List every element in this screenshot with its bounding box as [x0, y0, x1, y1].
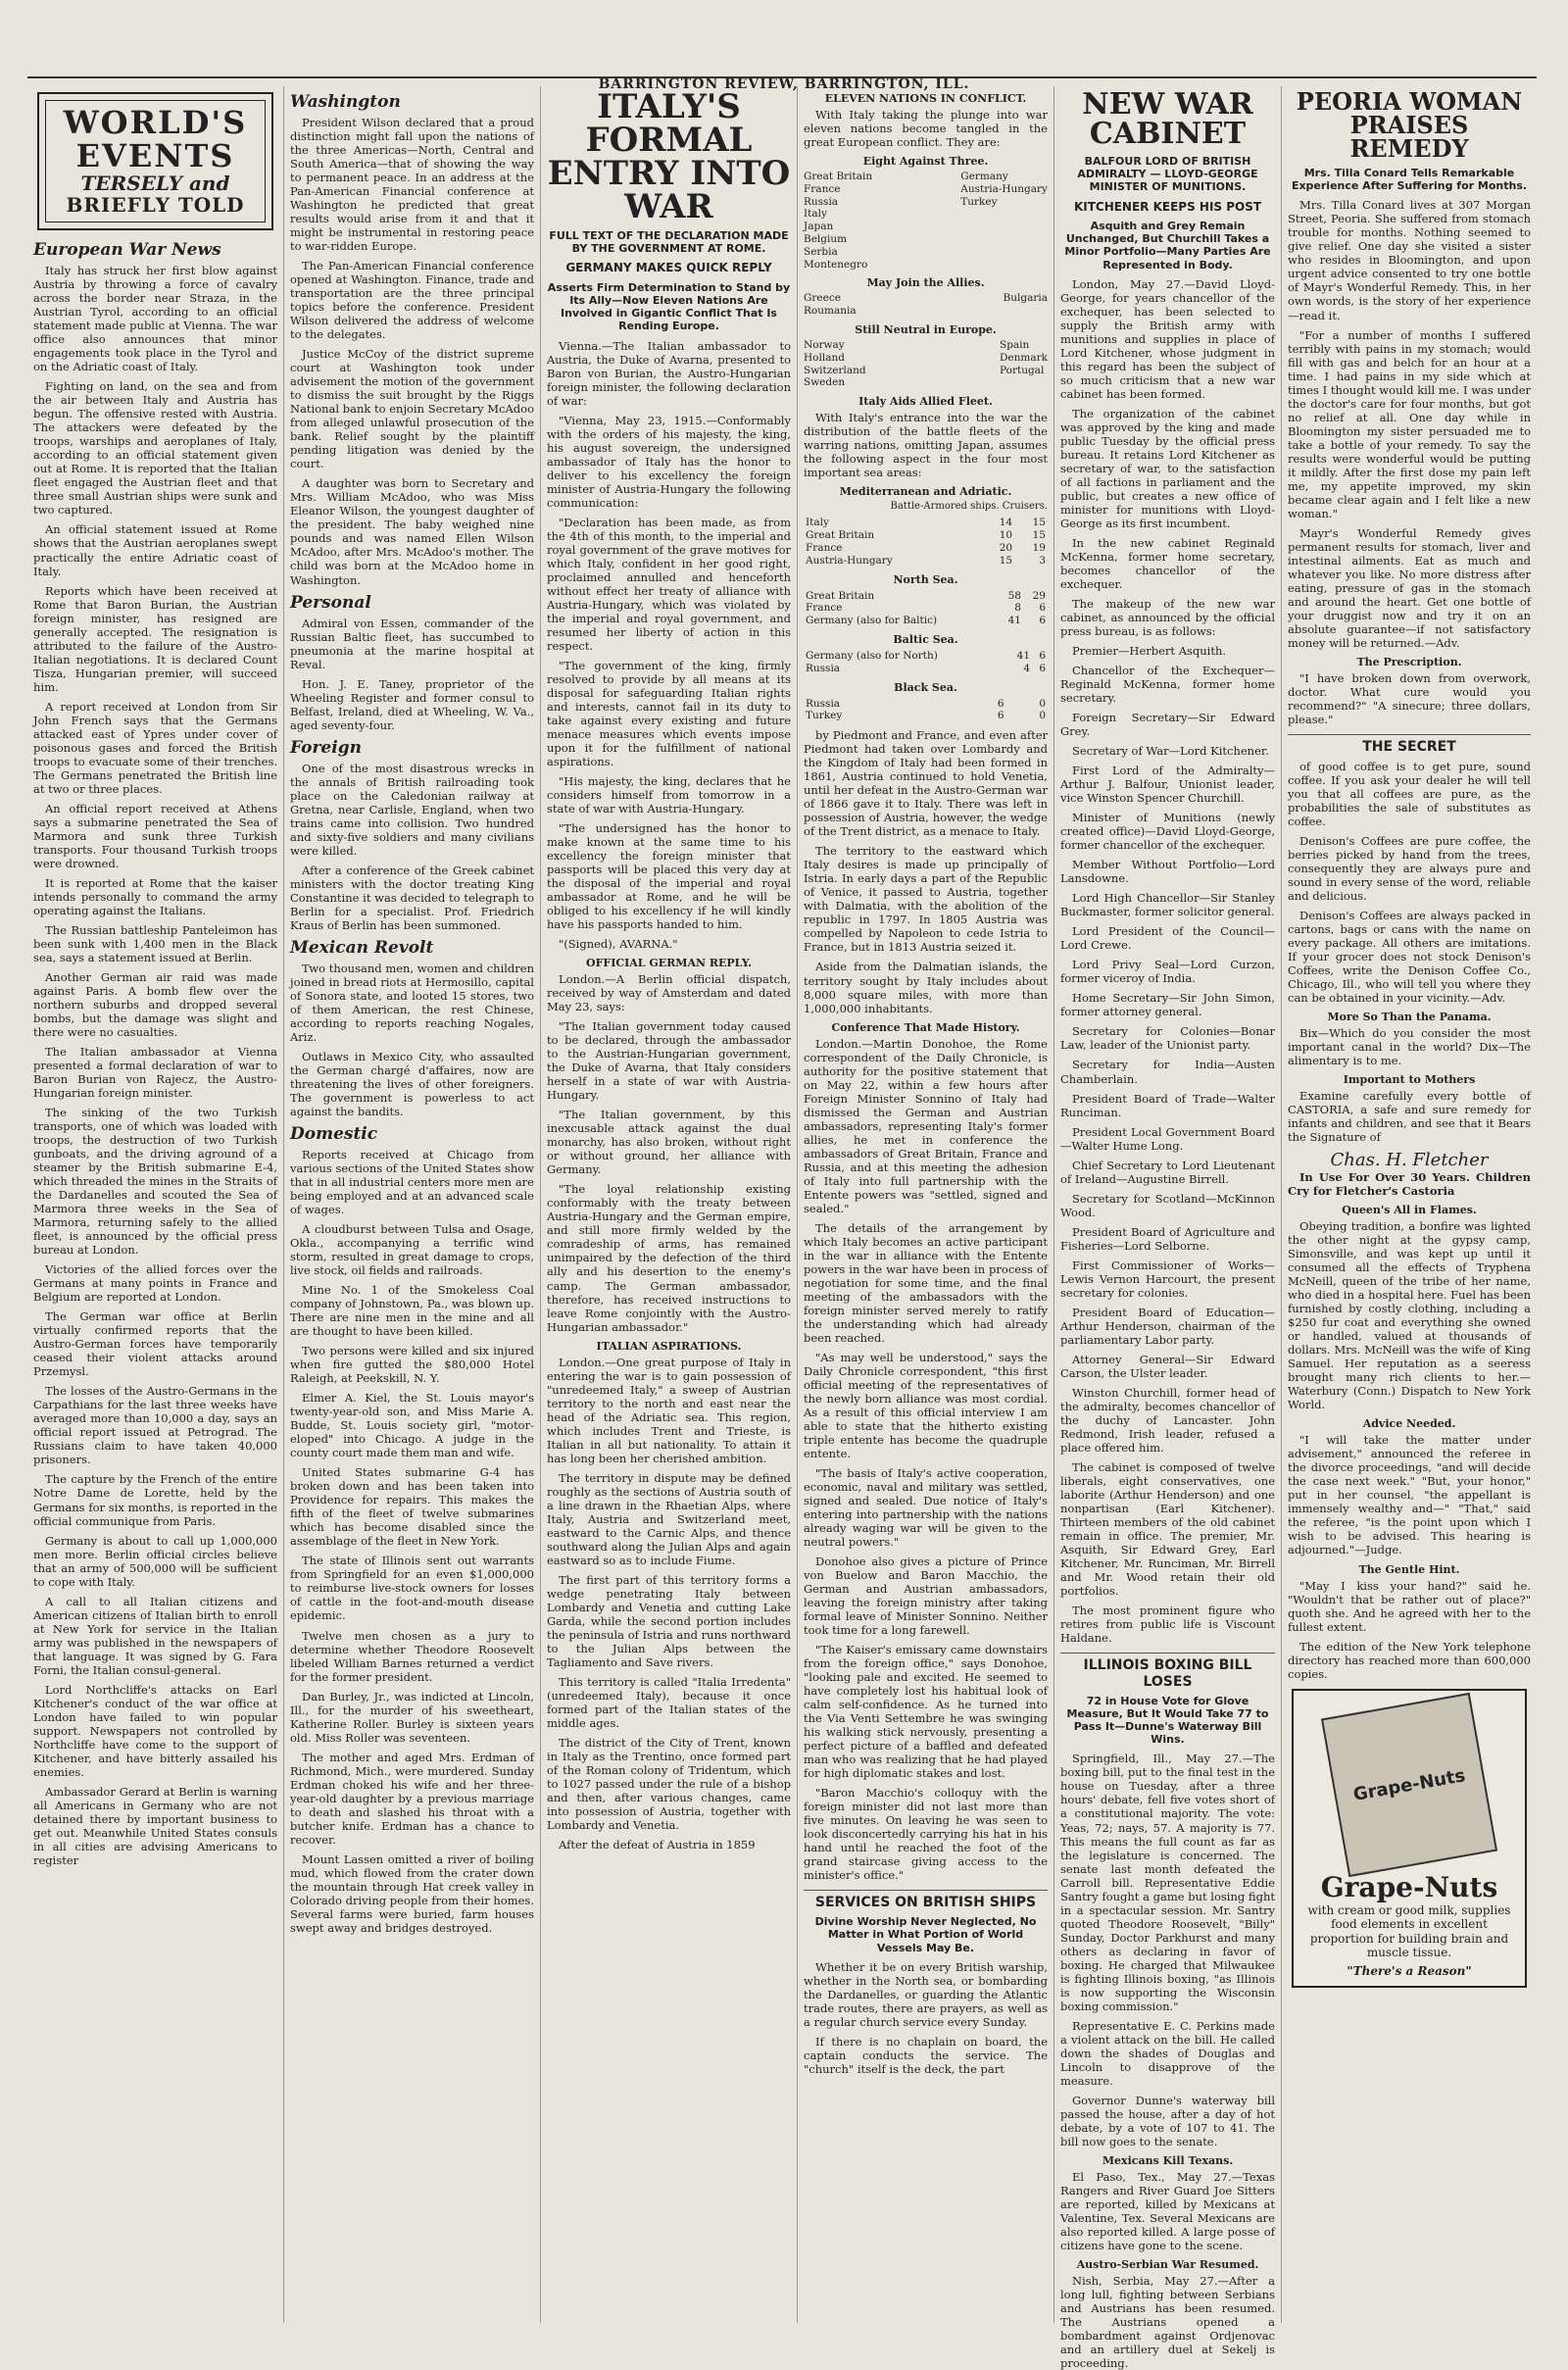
article-paragraph: Two persons were killed and six injured when fire gutted the $80,000 Hotel Raleigh, at Peekskill, N. Y. — [290, 1344, 534, 1386]
article-paragraph: Chancellor of the Exchequer—Reginald McKenna, former home secretary. — [1060, 664, 1275, 706]
central-powers-list — [960, 171, 1048, 271]
nation-name: Russia — [804, 195, 839, 208]
article-paragraph: Home Secretary—Sir John Simon, former attorney general. — [1060, 991, 1275, 1019]
article-paragraph: Dan Burley, Jr., was indicted at Lincoln, Ill., for the murder of his sweetheart, Katherine Roller. Burley is sixteen years old. Miss Roller was seventeen. — [290, 1689, 534, 1745]
article-paragraph: Secretary for India—Austen Chamberlain. — [1060, 1058, 1275, 1086]
article-paragraph: Fighting on land, on the sea and from the air between Italy and Austria has begun. The offensive rested with Austria. The attackers were defeated by the troops, warships and aeroplanes of Italy, according to an official statement given out at Rome. It is reported that the Italian fleet engaged the Austrian fleet and that three small Austrian ships were sunk and two captured. — [33, 379, 277, 518]
deck-british-ships: Divine Worship Never Neglected, No Matter in What Portion of World Vessels May Be. — [814, 1915, 1037, 1954]
subhead-hint: The Gentle Hint. — [1358, 1562, 1460, 1576]
article-paragraph: An official report received at Athens says a submarine penetrated the Sea of Marmora and sunk three Turkish transports. Four thousand Turkish troops were drowned. — [33, 801, 277, 870]
article-paragraph: Lord President of the Council—Lord Crewe. — [1060, 924, 1275, 953]
table-row — [804, 615, 1048, 627]
article-paragraph: Outlaws in Mexico City, who assaulted the German chargé d'affaires, now are threatening the lives of other foreigners. The government is powerless to act against the bandits. — [290, 1049, 534, 1118]
article-paragraph: Vienna.—The Italian ambassador to Austria, the Duke of Avarna, presented to Baron von Burian, the Austro-Hungarian foreign minister, the following declaration of war: — [547, 338, 791, 408]
may-join-right — [1004, 292, 1048, 318]
british-ships-paras — [804, 1960, 1048, 2076]
article-paragraph: Justice McCoy of the district supreme court at Washington took under advisement the motion of the government to dismiss the suit brought by the Riggs National bank to enjoin Secretary McAdoo from alleged unlawful prosecution of the bank. Relief sought by the plaintiff pending litigation was denied by the court. — [290, 347, 534, 471]
article-paragraph: Member Without Portfolio—Lord Lansdowne. — [1060, 858, 1275, 886]
article-paragraph: Representative E. C. Perkins made a violent attack on the bill. He called down the shades of Douglas and Lincoln to disapprove of the measure. — [1060, 2018, 1275, 2088]
nation-name: Sweden — [804, 376, 846, 389]
masthead — [0, 0, 1568, 92]
box-line-4: BRIEFLY TOLD — [66, 193, 245, 218]
table-row — [804, 529, 1048, 542]
table-row — [804, 590, 1048, 603]
hint-para: "May I kiss your hand?" said he. "Wouldn't that be rather out of place?" quoth she. And he agreed with her to the fullest extent. — [1288, 1578, 1531, 1634]
ad-body: with cream or good milk, supplies food elements in excellent proportion for building brain and muscle tissue. — [1307, 1902, 1511, 1960]
package-label: Grape-Nuts — [1351, 1764, 1467, 1804]
subhead-conference: Conference That Made History. — [831, 1020, 1020, 1034]
ship-count-cell: 15 — [1032, 529, 1046, 542]
article-paragraph: The details of the arrangement by which Italy becomes an active participant in the war in alliance with the Entente powers in the war have been in process of negotiation for some time, and the final meeting of the ambassadors with the foreign minister served merely to ratify the understanding which had already been reached. — [804, 1220, 1048, 1345]
article-paragraph: Mount Lassen omitted a river of boiling mud, which flowed from the crater down the mountain through Hat creek valley in Colorado driving people from their homes. Several farms were buried, farm houses swept away and bridges destroyed. — [290, 1852, 534, 1935]
ship-count-cell: 19 — [1032, 542, 1046, 555]
article-paragraph: Springfield, Ill., May 27.—The boxing bill, put to the final test in the house on Tuesday, after a three hours' debate, fell five votes short of a constitutional majority. The vote: Yeas, 72; nays, 57. A majority is 77. This means the full count as far as the legislature is concerned. The senate last month defeated the Carroll bill. Representative Eddie Santry fought a game but losing fight in a spectacular session. Mr. Santry quoted Theodore Roosevelt, "Billy" Sunday, Doctor Parkhurst and many others as declaring in favor of boxing. He charged that Milwaukee is fighting Illinois boxing, "as Illinois is now supporting the Wisconsin boxing commission." — [1060, 1752, 1275, 2013]
article-paragraph: Mayr's Wonderful Remedy gives permanent results for stomach, liver and intestinal ailments. Eat as much and whatever you like. No more distress after eating, pressure of gas in the stomach and around the heart. Get one bottle of your druggist now and try it on an absolute guarantee—if not satisfactory money will be returned.—Adv. — [1288, 525, 1531, 650]
nation-cell: Italy — [806, 517, 829, 529]
queen-para: Obeying tradition, a bonfire was lighted the other night at the gypsy camp, Simonsville, and was kept up until it consumed all the effects of Tryphena McNeill, queen of the tribe of her name, who died in a hospital here. Fuel has been furnished by costly clothing, including a $250 fur coat and everything she owned or handled, valued at thousands of dollars. Mrs. McNeill was the wife of King Samuel. Her reputation as a seeress brought many rich clients to her.—Waterbury (Conn.) Dispatch to New York World. — [1288, 1219, 1531, 1412]
neutral-left — [804, 339, 866, 389]
article-paragraph: The mother and aged Mrs. Erdman of Richmond, Mich., were murdered. Sunday Erdman choked his wife and her three-year-old daughter by a previous marriage to death and slashed his throat with a butcher knife. Erdman has a chance to recover. — [290, 1750, 534, 1847]
article-paragraph: "Vienna, May 23, 1915.—Conformably with the orders of his majesty, the king, his august sovereign, the undersigned ambassador of Italy has the honor to deliver to his excellency the foreign minister of Austria-Hungary the following communication: — [547, 413, 791, 510]
article-paragraph: Elmer A. Kiel, the St. Louis mayor's twenty-year-old son, and Miss Marie A. Budde, St. Louis society girl, "motor-eloped" into Chicago. A judge in the county court made them man and wife. — [290, 1391, 534, 1460]
article-paragraph: Premier—Herbert Asquith. — [1072, 644, 1227, 659]
ny-directory-para: The edition of the New York telephone directory has reached more than 600,000 copies. — [1288, 1639, 1531, 1681]
article-paragraph: "Declaration has been made, as from the 4th of this month, to the imperial and royal government of the grave motives for which Italy, confident in her good right, proclaimed annulled and henceforth without effect her treaty of alliance with Austria-Hungary, which was violated by the imperial and royal government, and resumed her liberty of action in this respect. — [547, 515, 791, 653]
sea-mediterranean: Mediterranean and Adriatic. — [839, 485, 1012, 499]
article-paragraph: President Board of Education—Arthur Henderson, chairman of the parliamentary Labor party. — [1060, 1305, 1275, 1347]
table-row — [804, 698, 1048, 711]
subhead-neutral: Still Neutral in Europe. — [855, 323, 997, 337]
article-paragraph: "The Kaiser's emissary came downstairs from the foreign office," says Donohoe, "looking pale and excited. He seemed to have completely lost his habitual look of calm self-confidence. As he turned into the Via Venti Settembre he was swinging his walking stick nervously, presenting a perfect picture of a baffled and defeated man who was realizing that he had played for high diplomatic stakes and lost. — [804, 1643, 1048, 1781]
deck-peoria: Mrs. Tilla Conard Tells Remarkable Experience After Suffering for Months. — [1291, 167, 1528, 193]
nation-name: Italy — [804, 208, 827, 221]
nation-cell: France — [806, 542, 843, 555]
subhead-eleven-nations: ELEVEN NATIONS IN CONFLICT. — [824, 92, 1027, 105]
article-paragraph: Admiral von Essen, commander of the Russian Baltic fleet, has succumbed to pneumonia at the marine hospital at Reval. — [290, 616, 534, 671]
article-paragraph: by Piedmont and France, and even after Piedmont had taken over Lombardy and the Kingdom of Italy had been formed in 1861, Austria continued to hold Venetia, until her defeat in the Austro-German war of 1866 gave it to Italy. There was left in possession of Austria, however, the wedge of the Trent district, as a menace to Italy. — [804, 728, 1048, 839]
column-2 — [284, 86, 541, 2323]
article-paragraph: First Commissioner of Works—Lewis Vernon Harcourt, the present secretary for colonies. — [1060, 1258, 1275, 1300]
nation-name: Serbia — [804, 245, 838, 258]
table-north-sea — [804, 590, 1048, 627]
article-paragraph: It is reported at Rome that the kaiser intends personally to command the army operating against the Italians. — [33, 875, 277, 917]
box-line-2: EVENTS — [75, 136, 235, 174]
ship-count-cell: 6 — [1039, 662, 1046, 674]
article-paragraph: President Board of Trade—Walter Runciman. — [1060, 1091, 1275, 1119]
article-paragraph: "The loyal relationship existing conformably with the treaty between Austria-Hungary and the German empire, and still more firmly welded by the comradeship of arms, has remained unimpaired by the defection of the third ally and his desertion to the enemy's camp. The German ambassador, therefore, has received instructions to leave Rome conjointly with the Austro-Hungarian ambassador." — [547, 1182, 791, 1334]
serbian-para: Nish, Serbia, May 27.—After a long lull, fighting between Serbians and Austrians has been resumed. The Austrians opened a bombardment against Ordjenovac and an artillery duel at Sekelj is proceeding. — [1060, 2273, 1275, 2370]
nation-name: Austria-Hungary — [960, 182, 1048, 195]
ship-count-cell: 29 — [1032, 589, 1046, 602]
nation-cell: Russia — [806, 662, 841, 674]
nations-list-war — [804, 171, 1048, 271]
deck-asquith: Asquith and Grey Remain Unchanged, But Churchill Takes a Minor Portfolio—Many Parties Are Represented in Body. — [1064, 219, 1271, 272]
ship-count-cell: 41 — [1016, 650, 1031, 663]
ship-count-cell: 41 — [1007, 615, 1021, 627]
article-paragraph: The cabinet is composed of twelve liberals, eight conservatives, one laborite (Arthur Henderson) and one nonpartisan (Earl Kitchener). Thirteen members of the old cabinet remain in office. The premier, Mr. Asquith, Sir Edward Grey, Earl Kitchener, Mr. Runciman, Mr. Birrell and Mr. Wood retain their old portfolios. — [1060, 1459, 1275, 1599]
foreign-paras — [290, 762, 534, 932]
table-row — [804, 542, 1048, 555]
grape-nuts-package-image — [1321, 1692, 1497, 1876]
nation-name: Japan — [804, 221, 834, 233]
article-paragraph: President Wilson declared that a proud distinction might fall upon the nations of the three Americas—North, Central and South America—that of showing the way to permanent peace. In an address at the Pan-American Financial conference at Washington he predicted that great results would arise from it and that it might be instrumental in restoring peace to war-ridden Europe. — [290, 116, 534, 254]
ship-count-cell: 3 — [1039, 554, 1046, 567]
section-washington: Washington — [290, 92, 401, 112]
article-paragraph: Aside from the Dalmatian islands, the territory sought by Italy includes about 8,000 square miles, with more than 1,000,000 inhabitants. — [804, 960, 1048, 1015]
nation-cell: Russia — [806, 697, 841, 710]
article-paragraph: An official statement issued at Rome shows that the Austrian aeroplanes swept practically the entire Adriatic coast of Italy. — [33, 522, 277, 578]
newspaper-page — [27, 76, 1537, 2370]
article-paragraph: Lord Privy Seal—Lord Curzon, former viceroy of India. — [1060, 958, 1275, 986]
column-3 — [541, 86, 798, 2323]
article-paragraph: Reports which have been received at Rome that Baron Burian, the Austrian foreign minister, has resigned are generally accepted. The resignation is attributed to the failure of the Austro-Italian negotiations. It is declared Count Tisza, Hungarian premier, will succeed him. — [33, 583, 277, 694]
article-paragraph: "The Italian government today caused to be declared, through the ambassador to the Austrian-Hungarian government, the Duke of Avarna, that Italy considers herself in a state of war with Austria-Hungary. — [547, 1019, 791, 1103]
column-5 — [1054, 86, 1282, 2370]
section-mexican-revolt: Mexican Revolt — [290, 937, 434, 958]
article-paragraph: Twelve men chosen as a jury to determine whether Theodore Roosevelt libeled William Barnes returned a verdict for the former president. — [290, 1628, 534, 1684]
article-paragraph: "Baron Macchio's colloquy with the foreign minister did not last more than five minutes. On leaving he was seen to look disconcertedly carrying his hat in his hand until he reached the foot of the grand staircase giving access to the minister's office." — [804, 1786, 1048, 1883]
nation-name: Belgium — [804, 233, 848, 246]
ship-count-cell: 6 — [1039, 615, 1046, 627]
article-paragraph: London, May 27.—David Lloyd-George, for years chancellor of the exchequer, has been selected to supply the British army with munitions and supplies in place of Lord Kitchener, whose judgment in this regard has been the subject of so much criticism that a new war cabinet has been formed. — [1060, 276, 1275, 401]
article-paragraph: Another German air raid was made against Paris. A bomb flew over the northern suburbs and dropped several bombs, but the damage was slight and there were no casualties. — [33, 969, 277, 1039]
ship-count-cell: 4 — [1023, 662, 1031, 674]
article-paragraph: A cloudburst between Tulsa and Osage, Okla., accompanying a terrific wind storm, resulted in great damage to crops, live stock, oil fields and railroads. — [290, 1222, 534, 1278]
article-paragraph: The district of the City of Trent, known in Italy as the Trentino, once formed part of the Roman colony of Tridentum, which to 1027 passed under the rule of a bishop and then, after various changes, came into possession of Austria, together with Lombardy and Venetia. — [547, 1735, 791, 1833]
subhead-panama: More So Than the Panama. — [1327, 1011, 1492, 1023]
article-paragraph: The capture by the French of the entire Notre Dame de Lorette, held by the Germans for six months, is reported in the official communique from Paris. — [33, 1472, 277, 1528]
nation-name: Great Britain — [804, 171, 873, 183]
boxing-paras — [1060, 1752, 1275, 2148]
ad-product-name: Grape-Nuts — [1320, 1870, 1498, 1903]
nation-name: Greece — [804, 292, 841, 305]
article-paragraph: The territory to the eastward which Italy desires is made up principally of Istria. In early days a part of the Republic of Venice, it passed to Austria, together with Dalmatia, with the abolition of the republic in 1797. In 1805 Austria was compelled by Napoleon to cede Istria to France, but in 1813 Austria seized it. — [804, 844, 1048, 955]
sea-baltic: Baltic Sea. — [893, 633, 958, 647]
ship-count-cell: 0 — [1039, 710, 1046, 722]
article-paragraph: After the defeat of Austria in 1859 — [559, 1838, 756, 1852]
article-paragraph: Secretary of War—Lord Kitchener. — [1072, 744, 1269, 759]
article-paragraph: Reports received at Chicago from various sections of the United States show that in all industrial centers more men are being employed and at an advanced scale of wages. — [290, 1148, 534, 1217]
column-6 — [1282, 86, 1537, 2323]
nation-cell: Great Britain — [806, 589, 875, 602]
worlds-events-box — [37, 92, 273, 230]
headline-war-cabinet: NEW WAR CABINET — [1082, 87, 1253, 151]
headline-peoria-woman: PEORIA WOMAN PRAISES REMEDY — [1296, 87, 1523, 163]
neutral-right — [1000, 339, 1048, 389]
subhead-german-reply: OFFICIAL GERMAN REPLY. — [586, 957, 752, 970]
article-paragraph: A daughter was born to Secretary and Mrs. William McAdoo, who was Miss Eleanor Wilson, the youngest daughter of the president. The baby weighed nine pounds and was named Ellen Wilson McAdoo, after Mrs. McAdoo's mother. The child was born at the McAdoo home in Washington. — [290, 476, 534, 587]
article-paragraph: President Board of Agriculture and Fisheries—Lord Selborne. — [1060, 1224, 1275, 1253]
secret-paras — [1288, 760, 1531, 1005]
box-line-3: TERSELY and — [80, 172, 230, 196]
article-paragraph: The losses of the Austro-Germans in the Carpathians for the last three weeks have averaged more than 10,000 a day, says an official report issued at Petrograd. The Russians claim to have taken 40,000 prisoners. — [33, 1384, 277, 1467]
declaration-paras — [547, 339, 791, 952]
article-paragraph: A report received at London from Sir John French says that the Germans attacked east of Ypres under cover of poisonous gases and forced the British troops to evacuate some of their trenches. The Germans penetrated the British line at two or three places. — [33, 699, 277, 796]
article-paragraph: President Local Government Board—Walter Hume Long. — [1060, 1124, 1275, 1153]
section-foreign: Foreign — [290, 737, 362, 758]
cabinet-paras — [1060, 277, 1275, 1645]
ship-count-cell: 14 — [999, 517, 1013, 529]
article-paragraph: "(Signed), AVARNA." — [559, 937, 678, 952]
article-paragraph: Winston Churchill, former head of the admiralty, becomes chancellor of the duchy of Lancaster. John Redmond, Irish leader, refused a place offered him. — [1060, 1385, 1275, 1455]
prescription-para: "I have broken down from overwork, doctor. What cure would you recommend?" "A sinecure; three dollars, please." — [1288, 670, 1531, 726]
panama-para: Bix—Which do you consider the most important canal in the world? Dix—The alimentary is to me. — [1288, 1026, 1531, 1068]
headline-the-secret: THE SECRET — [1288, 734, 1531, 756]
table-baltic — [804, 650, 1048, 675]
masthead-title: BARRINGTON REVIEW, BARRINGTON, ILL. — [598, 76, 970, 92]
subhead-may-join: May Join the Allies. — [866, 276, 985, 290]
personal-paras — [290, 617, 534, 732]
fletcher-signature: Chas. H. Fletcher — [1330, 1150, 1489, 1171]
nation-name: Denmark — [1000, 351, 1048, 364]
nation-cell: Germany (also for Baltic) — [806, 615, 938, 627]
ship-count-cell: 6 — [1039, 650, 1046, 663]
article-paragraph: Chief Secretary to Lord Lieutenant of Ireland—Augustine Birrell. — [1060, 1158, 1275, 1186]
nation-name: Holland — [804, 351, 845, 364]
nation-name: Germany — [960, 171, 1008, 183]
washington-paras — [290, 116, 534, 587]
mexicans-para: El Paso, Tex., May 27.—Texas Rangers and River Guard Joe Sitters are reported, killed by Mexicans at Valentine, Tex. Several Mexicans are also reported killed. A large posse of citizens have gone to the scene. — [1060, 2169, 1275, 2252]
article-paragraph: "As may well be understood," says the Daily Chronicle correspondent, "this first official meeting of the representatives of the newly born alliance was most cordial. As a result of this official interview I am able to state that the hitherto existing triple entente has become the quadruple entente. — [804, 1350, 1048, 1460]
section-personal: Personal — [290, 592, 371, 613]
article-paragraph: Denison's Coffees are always packed in cartons, bags or cans with the name on every package. All others are imitations. If your grocer does not stock Denison's Coffees, write the Denison Coffee Co., Chicago, Ill., who will tell you where they can be obtained in your vicinity.—Adv. — [1288, 908, 1531, 1005]
article-paragraph: In the new cabinet Reginald McKenna, former home secretary, becomes chancellor of the exchequer. — [1060, 535, 1275, 592]
european-war-paras — [33, 264, 277, 1867]
article-paragraph: The makeup of the new war cabinet, as announced by the official press bureau, is as follows: — [1060, 597, 1275, 639]
article-paragraph: The Pan-American Financial conference opened at Washington. Finance, trade and transportation are the three principal topics before the conference. President Wilson delivered the address of welcome to the delegates. — [290, 259, 534, 342]
grape-nuts-ad — [1292, 1689, 1527, 1989]
article-paragraph: The Russian battleship Panteleimon has been sunk with 1,400 men in the Black sea, says a statement issued at Berlin. — [33, 922, 277, 964]
subhead-prescription: The Prescription. — [1356, 655, 1462, 668]
subhead-italian-aspirations: ITALIAN ASPIRATIONS. — [596, 1339, 742, 1353]
nation-name: Switzerland — [804, 364, 866, 376]
article-paragraph: Governor Dunne's waterway bill passed the house, after a day of hot debate, by a vote of 107 to 41. The bill now goes to the senate. — [1060, 2093, 1275, 2148]
article-paragraph: "The government of the king, firmly resolved to provide by all means at its disposal for safeguarding Italian rights and interests, cannot fail in its duty to take against every existing and future menace measures which events impose upon it for the fulfillment of national aspirations. — [547, 658, 791, 768]
article-paragraph: Denison's Coffees are pure coffee, the berries picked by hand from the trees, consequently they are always pure and sound in every sense of the word, reliable and delicious. — [1288, 833, 1531, 903]
table-row — [804, 650, 1048, 663]
article-paragraph: Mrs. Tilla Conard lives at 307 Morgan Street, Peoria. She suffered from stomach trouble for months. Nothing seemed to give relief. One day she visited a sister who resides in Bloomington, and upon urgent advice consented to try one bottle of Mayr's Wonderful Remedy. This, in her own words, is the story of her experience —read it. — [1288, 198, 1531, 322]
article-paragraph: The German war office at Berlin virtually confirmed reports that the Austro-German forces have temporarily ceased their violent attacks around Przemysl. — [33, 1309, 277, 1379]
article-paragraph: Secretary for Colonies—Bonar Law, leader of the Unionist party. — [1060, 1024, 1275, 1053]
article-paragraph: Minister of Munitions (newly created office)—David Lloyd-George, former chancellor of the exchequer. — [1060, 811, 1275, 853]
nation-cell: Austria-Hungary — [806, 554, 893, 567]
article-paragraph: Mine No. 1 of the Smokeless Coal company of Johnstown, Pa., was blown up. There are nine men in the mine and all are thought to have been killed. — [290, 1283, 534, 1339]
nation-name: Portugal — [1000, 364, 1045, 376]
table-row — [804, 710, 1048, 722]
article-paragraph: Germany is about to call up 1,000,000 men more. Berlin official circles believe that an army of 500,000 will be sufficient to cope with Italy. — [33, 1533, 277, 1589]
article-paragraph: The sinking of the two Turkish transports, one of which was loaded with troops, the destruction of two Turkish gunboats, and the driving aground of a steamer by the British submarine E-4, which threaded the mines in the Straits of the Dardanelles and scouted the Sea of Marmora three weeks in the Sea of Marmora, returning safely to the allied fleet, is announced by the official press bureau at London. — [33, 1106, 277, 1258]
article-paragraph: London.—Martin Donohoe, the Rome correspondent of the Daily Chronicle, is authority for the positive statement that on May 22, within a few hours after Foreign Minister Sonnino of Italy had dismissed the German and Austrian ambassadors, representing Italy's former allies, he met in conference the ambassadors of Great Britain, France and Russia, and at this meeting the adhesion of Italy into full partnership with the Entente powers was "settled, signed and sealed." — [804, 1036, 1048, 1215]
article-paragraph: If there is no chaplain on board, the captain conducts the service. The "church" itself is the deck, the part — [804, 2034, 1048, 2076]
subhead-eight-three: Eight Against Three. — [862, 155, 989, 169]
ship-count-cell: 6 — [997, 710, 1004, 722]
table-black-sea — [804, 698, 1048, 723]
article-paragraph: "His majesty, the king, declares that he considers himself from tomorrow in a state of war with Austria-Hungary. — [547, 773, 791, 816]
subhead-allied-fleet: Italy Aids Allied Fleet. — [858, 395, 993, 409]
nation-name: Montenegro — [804, 258, 868, 271]
nation-name: France — [804, 182, 841, 195]
article-paragraph: "For a number of months I suffered terribly with pains in my stomach; would fill with gas and belch for an hour at a time. I had pains in my side which at times I thought would kill me. I was under the doctor's care for four months, but got no relief at all. One day while in Bloomington my sister persuaded me to take a bottle of your remedy. To say the results were wonderful would be putting it mildly. After the first dose my pain left me, my appetite improved, my skin became clear again and I felt like a new woman." — [1288, 327, 1531, 520]
table-row — [804, 663, 1048, 675]
article-paragraph: Foreign Secretary—Sir Edward Grey. — [1060, 711, 1275, 739]
deck-balfour: BALFOUR LORD OF BRITISH ADMIRALTY — LLOYD-GEORGE MINISTER OF MUNITIONS. — [1077, 155, 1258, 194]
article-paragraph: Two thousand men, women and children joined in bread riots at Hermosillo, capital of Sonora state, and looted 15 stores, two of them American, the rest Chinese, according to reports reaching Nogales, Ariz. — [290, 961, 534, 1044]
mothers-para-2: In Use For Over 30 Years. Children Cry for Fletcher's Castoria — [1288, 1170, 1531, 1199]
article-paragraph: London.—A Berlin official dispatch, received by way of Amsterdam and dated May 23, says: — [547, 972, 791, 1014]
ship-count-cell: 8 — [1014, 602, 1021, 615]
nation-name: Spain — [1000, 339, 1030, 352]
article-paragraph: Lord High Chancellor—Sir Stanley Buckmaster, former solicitor general. — [1060, 891, 1275, 919]
article-paragraph: Hon. J. E. Taney, proprietor of the Wheeling Register and former consul to Belfast, Ireland, died at Wheeling, W. Va., aged seventy-four. — [290, 676, 534, 732]
ships-columns-label: Battle-Armored ships. Cruisers. — [890, 501, 1048, 513]
sea-black: Black Sea. — [894, 680, 957, 694]
headline-boxing-bill: ILLINOIS BOXING BILL LOSES — [1060, 1653, 1275, 1691]
subhead-mothers: Important to Mothers — [1343, 1073, 1476, 1087]
article-paragraph: Victories of the allied forces over the Germans at many points in France and Belgium are reported at London. — [33, 1262, 277, 1305]
article-paragraph: Lord Northcliffe's attacks on Earl Kitchener's conduct of the war office at London have failed to win popular support. Newspapers not controlled by Northcliffe have come to the support of Kitchener, and have bitterly assailed his enemies. — [33, 1682, 277, 1779]
deck-kitchener: KITCHENER KEEPS HIS POST — [1073, 199, 1262, 214]
article-paragraph: This territory is called "Italia Irredenta" (unredeemed Italy), because it once formed part of the Italian states of the middle ages. — [547, 1674, 791, 1730]
deck-germany-reply: GERMANY MAKES QUICK REPLY — [565, 261, 772, 275]
section-european-war: European War News — [33, 240, 221, 261]
article-paragraph: A call to all Italian citizens and American citizens of Italian birth to enroll at New York for service in the Italian army was published in the newspapers of that language. It was signed by G. Fara Forni, the Italian consul-general. — [33, 1594, 277, 1677]
nation-cell: Turkey — [806, 710, 843, 722]
deck-boxing: 72 in House Vote for Glove Measure, But It Would Take 77 to Pass It—Dunne's Waterway Bill Wins. — [1066, 1694, 1269, 1747]
article-paragraph: Attorney General—Sir Edward Carson, the Ulster leader. — [1060, 1352, 1275, 1380]
nation-name: Roumania — [804, 305, 857, 318]
article-paragraph: The Italian ambassador at Vienna presented a formal declaration of war to Baron Burian von Rajecz, the Austro-Hungarian foreign minister. — [33, 1045, 277, 1101]
section-domestic: Domestic — [290, 1124, 378, 1144]
nation-cell: Germany (also for North) — [806, 650, 938, 663]
ship-count-cell: 20 — [999, 542, 1013, 555]
table-row — [804, 555, 1048, 568]
article-paragraph: Donohoe also gives a picture of Prince von Buelow and Baron Macchio, the German and Austrian ambassadors, leaving the foreign ministry after taking formal leave of Minister Sonnino. Neither took time for a long farewell. — [804, 1555, 1048, 1638]
article-paragraph: After a conference of the Greek cabinet ministers with the doctor treating King Constantine it was decided to telegraph to Berlin for a specialist. Prof. Friedrich Kraus of Berlin has been summoned. — [290, 863, 534, 932]
article-paragraph: United States submarine G-4 has broken down and has been taken into Providence for repairs. This makes the fifth of the fleet of twelve submarines which has become disabled since the assemblage of the fleet in New York. — [290, 1465, 534, 1549]
article-paragraph: London.—One great purpose of Italy in entering the war is to gain possession of "unredeemed Italy," a sweep of Austrian territory to the north and east near the head of the Adriatic sea. This region, which includes Trent and Trieste, is Italian in all but nationality. To attain it has long been her cherished ambition. — [547, 1355, 791, 1465]
article-paragraph: The territory in dispute may be defined roughly as the sections of Austria south of a line drawn in the Rhaetian Alps, where Italy, Austria and Switzerland meet, eastward to the Carnic Alps, and thence southward along the Julian Alps and again eastward so as to include Fiume. — [547, 1470, 791, 1567]
nations-list-may-join — [804, 292, 1048, 318]
ad-tagline: "There's a Reason" — [1347, 1964, 1472, 1979]
article-paragraph: The first part of this territory forms a wedge penetrating Italy between Lombardy and Venetia and cutting Lake Garda, while the second portion includes the peninsula of Istria and runs northward to the Julian Alps between the Tagliamento and Save rivers. — [547, 1572, 791, 1669]
table-mediterranean — [804, 517, 1048, 567]
nation-cell: France — [806, 602, 843, 615]
deck-asserts: Asserts Firm Determination to Stand by Its Ally—Now Eleven Nations Are Involved in Gigantic Conflict That Is Rending Europe. — [547, 280, 791, 333]
article-paragraph: Italy has struck her first blow against Austria by throwing a force of cavalry across the border near Straza, in the Austrian Tyrol, according to an official statement made public at Vienna. The war office also announces that minor engagements took place in the Tyrol and on the Adriatic coast of Italy. — [33, 264, 277, 374]
article-paragraph: "The undersigned has the honor to make known at the same time to his excellency the foreign minister that passports will be placed this very day at the disposal of the imperial and royal ambassador at Rome, and he will be obliged to his excellency if he will kindly have his passports handed to him. — [547, 821, 791, 932]
subhead-mexicans-texans: Mexicans Kill Texans. — [1102, 2153, 1234, 2167]
article-paragraph: The most prominent figure who retires from public life is Viscount Haldane. — [1060, 1604, 1275, 1646]
article-paragraph: of good coffee is to get pure, sound coffee. If you ask your dealer he will tell you that all coffees are pure, as the probabilities the sale of substitutes as coffee. — [1288, 759, 1531, 828]
german-reply-paras — [547, 972, 791, 1333]
ship-count-cell: 0 — [1039, 697, 1046, 710]
peoria-paras — [1288, 198, 1531, 650]
ship-count-cell: 15 — [999, 554, 1013, 567]
article-paragraph: The state of Illinois sent out warrants from Springfield for an even $1,000,000 to reimburse live-stock owners for losses of cattle in the foot-and-mouth disease epidemic. — [290, 1554, 534, 1623]
sea-north: North Sea. — [893, 572, 958, 586]
nation-name: Norway — [804, 339, 845, 352]
nation-name: Bulgaria — [1003, 292, 1048, 305]
ship-count-cell: 6 — [997, 697, 1004, 710]
territory-paras — [804, 728, 1048, 1014]
headline-british-ships: SERVICES ON BRITISH SHIPS — [804, 1890, 1048, 1911]
domestic-paras — [290, 1148, 534, 1935]
nations-list-neutral — [804, 339, 1048, 389]
article-paragraph: Ambassador Gerard at Berlin is warning all Americans in Germany who are not detained there by important business to get out. Meanwhile United States consuls in all cities are advising Americans to register — [33, 1784, 277, 1867]
deck-declaration: FULL TEXT OF THE DECLARATION MADE BY THE GOVERNMENT AT ROME. — [549, 229, 789, 256]
eleven-nations-intro: With Italy taking the plunge into war eleven nations become tangled in the great European conflict. They are: — [804, 108, 1048, 150]
headline-italy-war: ITALY'S FORMAL ENTRY INTO WAR — [547, 87, 791, 226]
subhead-queen: Queen's All in Flames. — [1342, 1204, 1477, 1217]
article-paragraph: "The Italian government, by this inexcusable attack against the dual monarchy, has also broken, without right or without ground, her alliance with Germany. — [547, 1108, 791, 1177]
allies-list — [804, 171, 872, 271]
column-1 — [27, 86, 284, 2323]
article-paragraph: One of the most disastrous wrecks in the annals of British railroading took place on the Caledonian railway at Gretna, near Carlisle, England, when two trains came into collision. Two hundred and sixty-five soldiers and many civilians were killed. — [290, 761, 534, 858]
nation-name: Turkey — [960, 195, 998, 208]
may-join-left — [804, 292, 857, 318]
article-paragraph: "The basis of Italy's active cooperation, economic, naval and military was settled, signed and sealed. Due notice of Italy's entering into partnership with the nations already waging war will be given to the neutral powers." — [804, 1466, 1048, 1550]
subhead-austro-serbian: Austro-Serbian War Resumed. — [1076, 2257, 1259, 2271]
article-paragraph: The organization of the cabinet was approved by the king and made public Tuesday by the official press bureau. It retains Lord Kitchener as secretary of war, to the satisfaction of all factions in parliament and the public, but creates a new office of minister for munitions with Lloyd-George as its first incumbent. — [1060, 406, 1275, 530]
conference-paras — [804, 1037, 1048, 1883]
article-paragraph: Whether it be on every British warship, whether in the North sea, or bombarding the Dardanelles, or guarding the Atlantic trade routes, there are prayers, as well as a regular church service every Sunday. — [804, 1959, 1048, 2029]
ship-count-cell: 15 — [1032, 517, 1046, 529]
article-paragraph: Secretary for Scotland—McKinnon Wood. — [1060, 1191, 1275, 1219]
fleet-intro: With Italy's entrance into the war the distribution of the battle fleets of the warring nations, omitting Japan, assumes the following aspect in the four most important sea areas: — [804, 411, 1048, 480]
subhead-advice: Advice Needed. — [1362, 1417, 1456, 1431]
mothers-para: Examine carefully every bottle of CASTORIA, a safe and sure remedy for infants and children, and see that it Bears the Signature of — [1288, 1089, 1531, 1145]
nation-cell: Great Britain — [806, 529, 875, 542]
article-paragraph: First Lord of the Admiralty—Arthur J. Balfour, Unionist leader, vice Winston Spencer Churchill. — [1060, 764, 1275, 806]
column-4 — [798, 86, 1054, 2323]
ship-count-cell: 58 — [1007, 589, 1021, 602]
aspirations-paras — [547, 1356, 791, 1852]
ship-count-cell: 10 — [999, 529, 1013, 542]
advice-para: "I will take the matter under advisement," announced the referee in the divorce proceedings, "and will decide the case next week." "But, your honor," put in her counsel, "the appellant is immensely wealthy and—" "That," said the referee, "is the point upon which I wish to be advised. This hearing is adjourned."—Judge. — [1288, 1433, 1531, 1557]
mexican-paras — [290, 962, 534, 1118]
ship-count-cell: 6 — [1039, 602, 1046, 615]
box-line-1: WORLD'S — [63, 104, 248, 141]
table-row — [804, 517, 1048, 529]
table-row — [804, 602, 1048, 615]
